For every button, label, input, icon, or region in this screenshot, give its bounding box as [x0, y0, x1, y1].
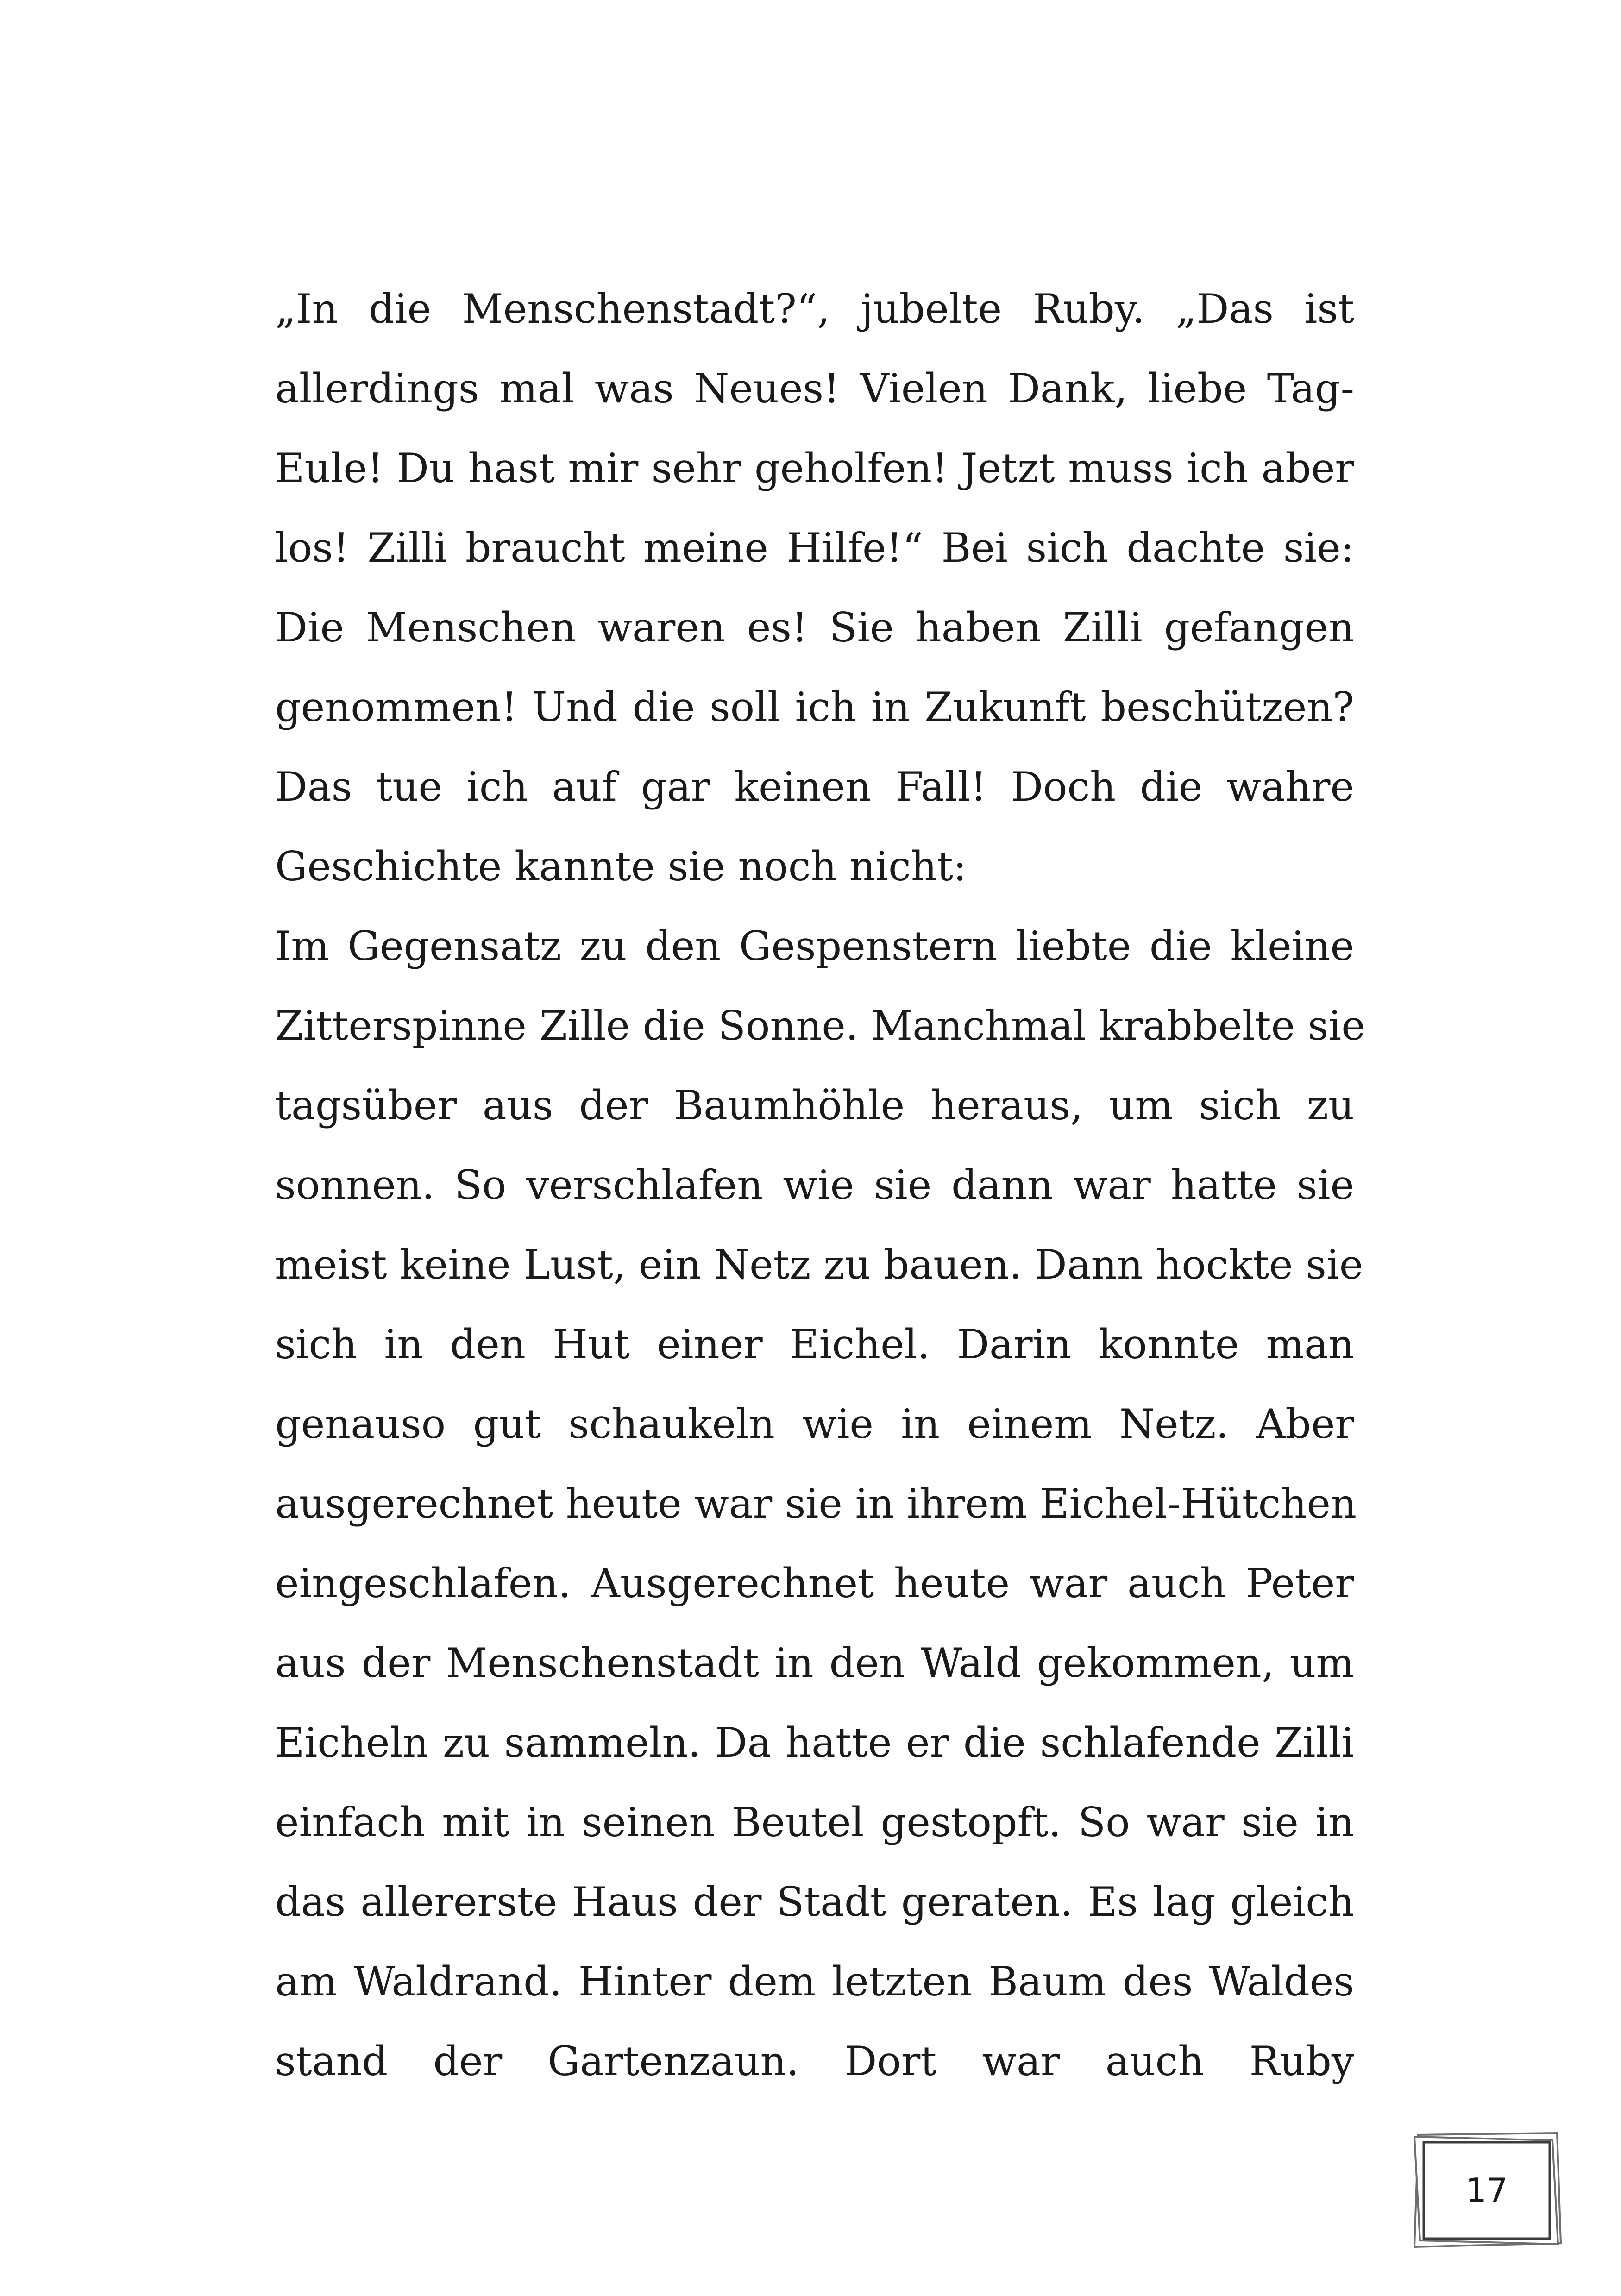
text-line: sich in den Hut einer Eichel. Darin konnte man: [275, 1321, 1354, 1368]
text-line: das allererste Haus der Stadt geraten. Es lag gleich: [275, 1878, 1354, 1926]
text-line: tagsüber aus der Baumhöhle heraus, um sich zu: [275, 1082, 1354, 1129]
text-line: sonnen. So verschlafen wie sie dann war hatte sie: [275, 1161, 1354, 1209]
text-line: Im Gegensatz zu den Gespenstern liebte die kleine: [275, 922, 1354, 970]
text-line: genauso gut schaukeln wie in einem Netz. Aber: [275, 1400, 1354, 1448]
page-number-badge: [1408, 2130, 1565, 2251]
text-line: los! Zilli braucht meine Hilfe!“ Bei sich dachte sie:: [275, 524, 1354, 571]
text-line: Zitterspinne Zille die Sonne. Manchmal krabbelte sie: [275, 1002, 1365, 1049]
text-line: meist keine Lust, ein Netz zu bauen. Dann hockte sie: [275, 1241, 1363, 1288]
page-number: 17: [1465, 2171, 1508, 2210]
text-line: genommen! Und die soll ich in Zukunft beschützen?: [275, 684, 1354, 731]
text-line: Die Menschen waren es! Sie haben Zilli gefangen: [275, 604, 1354, 651]
text-line: stand der Gartenzaun. Dort war auch Ruby: [275, 2038, 1354, 2085]
text-line: Eicheln zu sammeln. Da hatte er die schlafende Zilli: [275, 1719, 1354, 1766]
text-line: Eule! Du hast mir sehr geholfen! Jetzt muss ich aber: [275, 445, 1354, 492]
text-line: „In die Menschenstadt?“, jubelte Ruby. „Das ist: [275, 285, 1354, 332]
text-line: Geschichte kannte sie noch nicht:: [275, 843, 967, 890]
text-line: allerdings mal was Neues! Vielen Dank, liebe Tag-: [275, 365, 1354, 412]
text-line: einfach mit in seinen Beutel gestopft. So war sie in: [275, 1799, 1354, 1846]
text-line: eingeschlafen. Ausgerechnet heute war auch Peter: [275, 1560, 1354, 1607]
text-line: ausgerechnet heute war sie in ihrem Eichel-Hütchen: [275, 1480, 1357, 1527]
text-line: aus der Menschenstadt in den Wald gekommen, um: [275, 1639, 1354, 1687]
body-text: [275, 269, 1365, 2101]
text-line: am Waldrand. Hinter dem letzten Baum des Waldes: [275, 1958, 1354, 2005]
text-line: Das tue ich auf gar keinen Fall! Doch die wahre: [275, 763, 1354, 810]
